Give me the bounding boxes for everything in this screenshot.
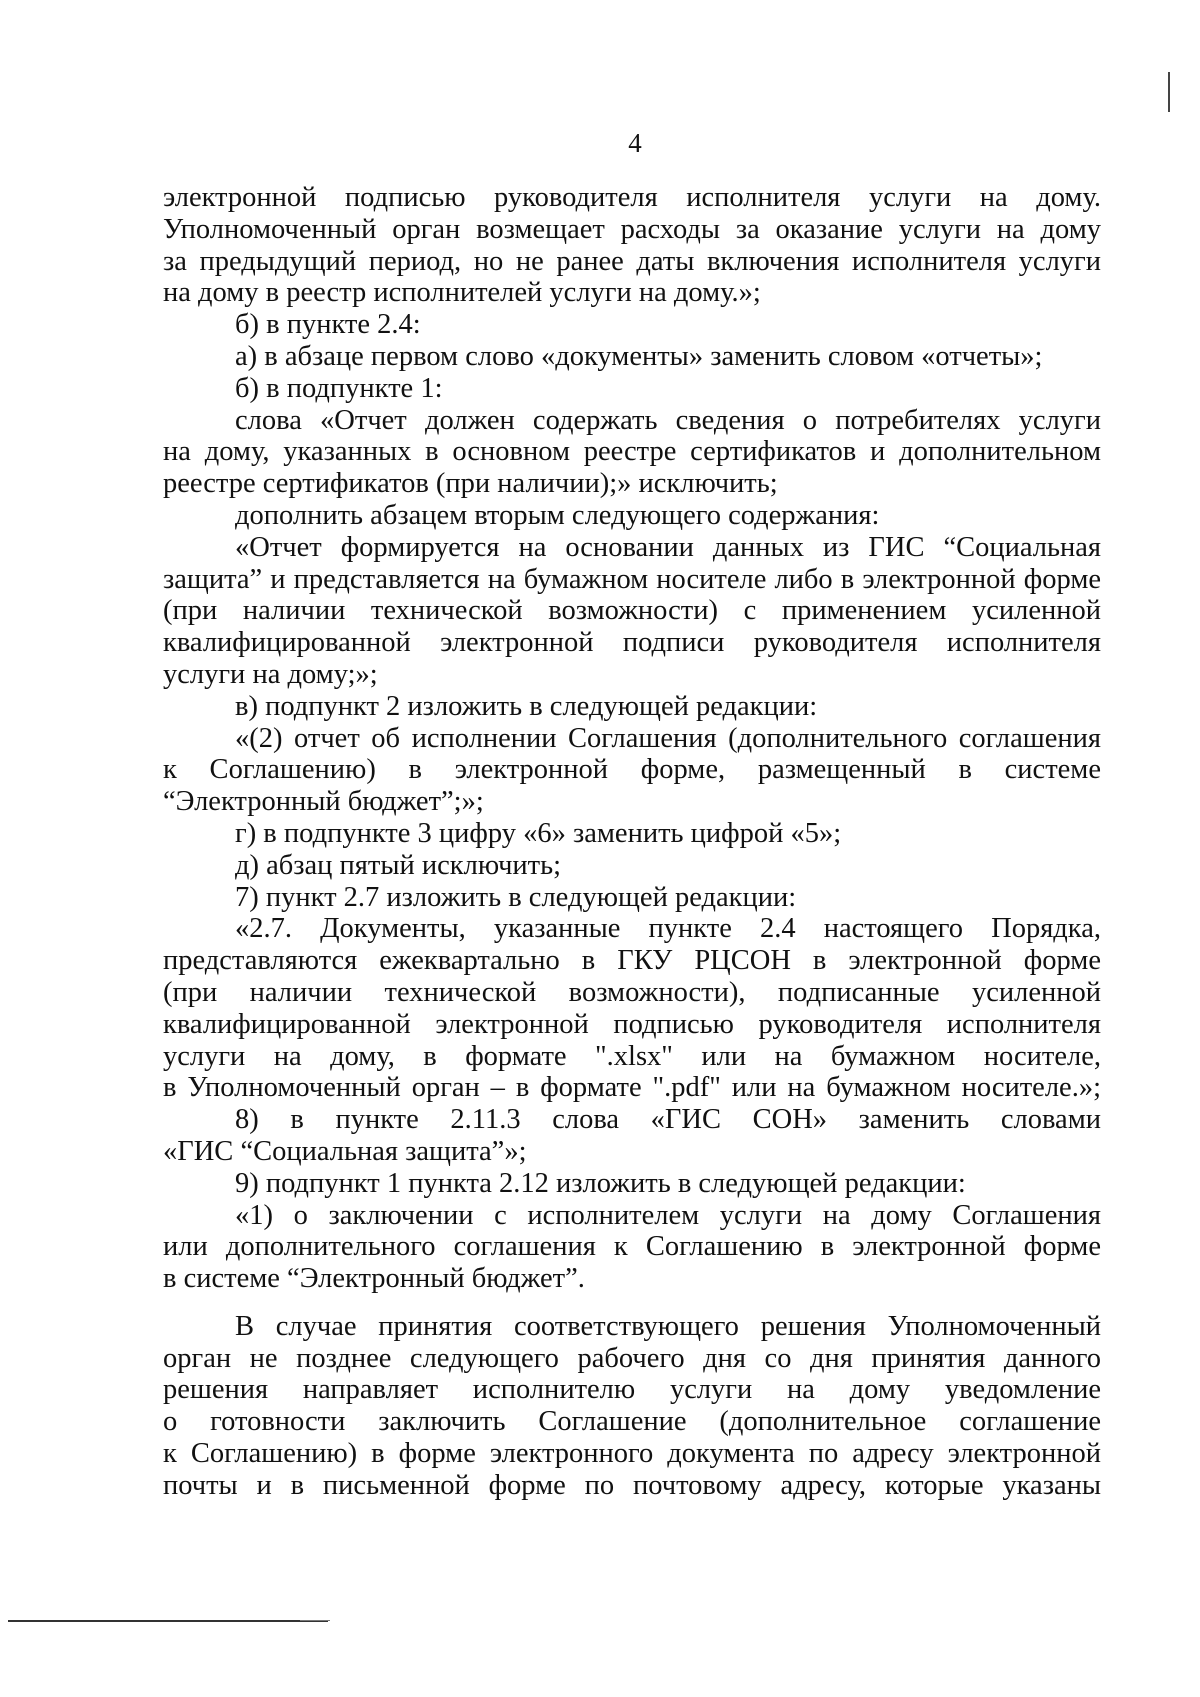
text-line: электронной подписью руководителя исполнителя услуги на дому.	[163, 182, 1101, 213]
text-line: почты и в письменной форме по почтовому адресу, которые указаны	[163, 1469, 1101, 1501]
text-line: Уполномоченный орган возмещает расходы за оказание услуги на дому	[163, 213, 1101, 245]
text-line: услуги на дому;»;	[163, 658, 378, 690]
text-line: слова «Отчет должен содержать сведения о потребителях услуги	[235, 404, 1101, 436]
page-number: 4	[628, 128, 642, 158]
text-line: реестре сертификатов (при наличии);» исключить;	[163, 468, 778, 500]
document-body	[163, 182, 1101, 1502]
text-line: «ГИС “Социальная защита”»;	[163, 1135, 527, 1167]
text-line: о готовности заключить Соглашение (дополнительное соглашение	[163, 1406, 1101, 1438]
text-line: представляются ежеквартально в ГКУ РЦСОН в электронной форме	[163, 945, 1101, 977]
text-line: г) в подпункте 3 цифру «6» заменить цифрой «5»;	[235, 817, 842, 849]
text-line: к Соглашению) в электронной форме, размещенный в системе	[163, 754, 1101, 786]
text-line: в Уполномоченный орган – в формате ".pdf" или на бумажном носителе.»;	[163, 1072, 1101, 1104]
text-line: за предыдущий период, но не ранее даты включения исполнителя услуги	[163, 245, 1101, 277]
text-line: (при наличии технической возможности) с применением усиленной	[163, 595, 1101, 627]
text-line: орган не позднее следующего рабочего дня со дня принятия данного	[163, 1342, 1101, 1374]
text-line: в системе “Электронный бюджет”.	[163, 1263, 585, 1295]
text-line: квалифицированной электронной подписи руководителя исполнителя	[163, 627, 1101, 659]
text-line: квалифицированной электронной подписью руководителя исполнителя	[163, 1008, 1101, 1040]
text-line: к Соглашению) в форме электронного документа по адресу электронной	[163, 1438, 1101, 1470]
text-line: «(2) отчет об исполнении Соглашения (дополнительного соглашения	[235, 722, 1101, 754]
text-line: на дому, указанных в основном реестре сертификатов и дополнительном	[163, 436, 1101, 468]
scan-artifact-line-short	[300, 1620, 330, 1621]
text-line: в) подпункт 2 изложить в следующей редакции:	[235, 690, 818, 722]
text-line: д) абзац пятый исключить;	[235, 849, 562, 881]
text-line: защита” и представляется на бумажном носителе либо в электронной форме	[163, 563, 1101, 595]
text-line: услуги на дому, в формате ".xlsx" или на бумажном носителе,	[163, 1040, 1101, 1072]
text-line: (при наличии технической возможности), подписанные усиленной	[163, 976, 1101, 1008]
text-line: дополнить абзацем вторым следующего содержания:	[235, 499, 880, 531]
text-line: б) в пункте 2.4:	[235, 309, 421, 341]
text-line: 8) в пункте 2.11.3 слова «ГИС СОН» заменить словами	[235, 1104, 1101, 1136]
text-line: «1) о заключении с исполнителем услуги на дому Соглашения	[235, 1199, 1101, 1231]
scan-artifact-line	[8, 1620, 328, 1622]
text-line: В случае принятия соответствующего решения Уполномоченный	[235, 1310, 1101, 1342]
text-line: 9) подпункт 1 пункта 2.12 изложить в следующей редакции:	[235, 1167, 966, 1199]
text-line: а) в абзаце первом слово «документы» заменить словом «отчеты»;	[235, 340, 1043, 372]
text-line: или дополнительного соглашения к Соглашению в электронной форме	[163, 1231, 1101, 1263]
text-line: “Электронный бюджет”;»;	[163, 786, 484, 818]
text-line: 7) пункт 2.7 изложить в следующей редакции:	[235, 881, 797, 913]
text-line: б) в подпункте 1:	[235, 372, 443, 404]
text-line: «2.7. Документы, указанные пункте 2.4 настоящего Порядка,	[235, 913, 1101, 945]
scan-edge-mark	[1168, 72, 1170, 112]
text-line: «Отчет формируется на основании данных из ГИС “Социальная	[235, 531, 1101, 563]
text-line: на дому в реестр исполнителей услуги на дому.»;	[163, 277, 761, 309]
text-line: решения направляет исполнителю услуги на дому уведомление	[163, 1374, 1101, 1406]
